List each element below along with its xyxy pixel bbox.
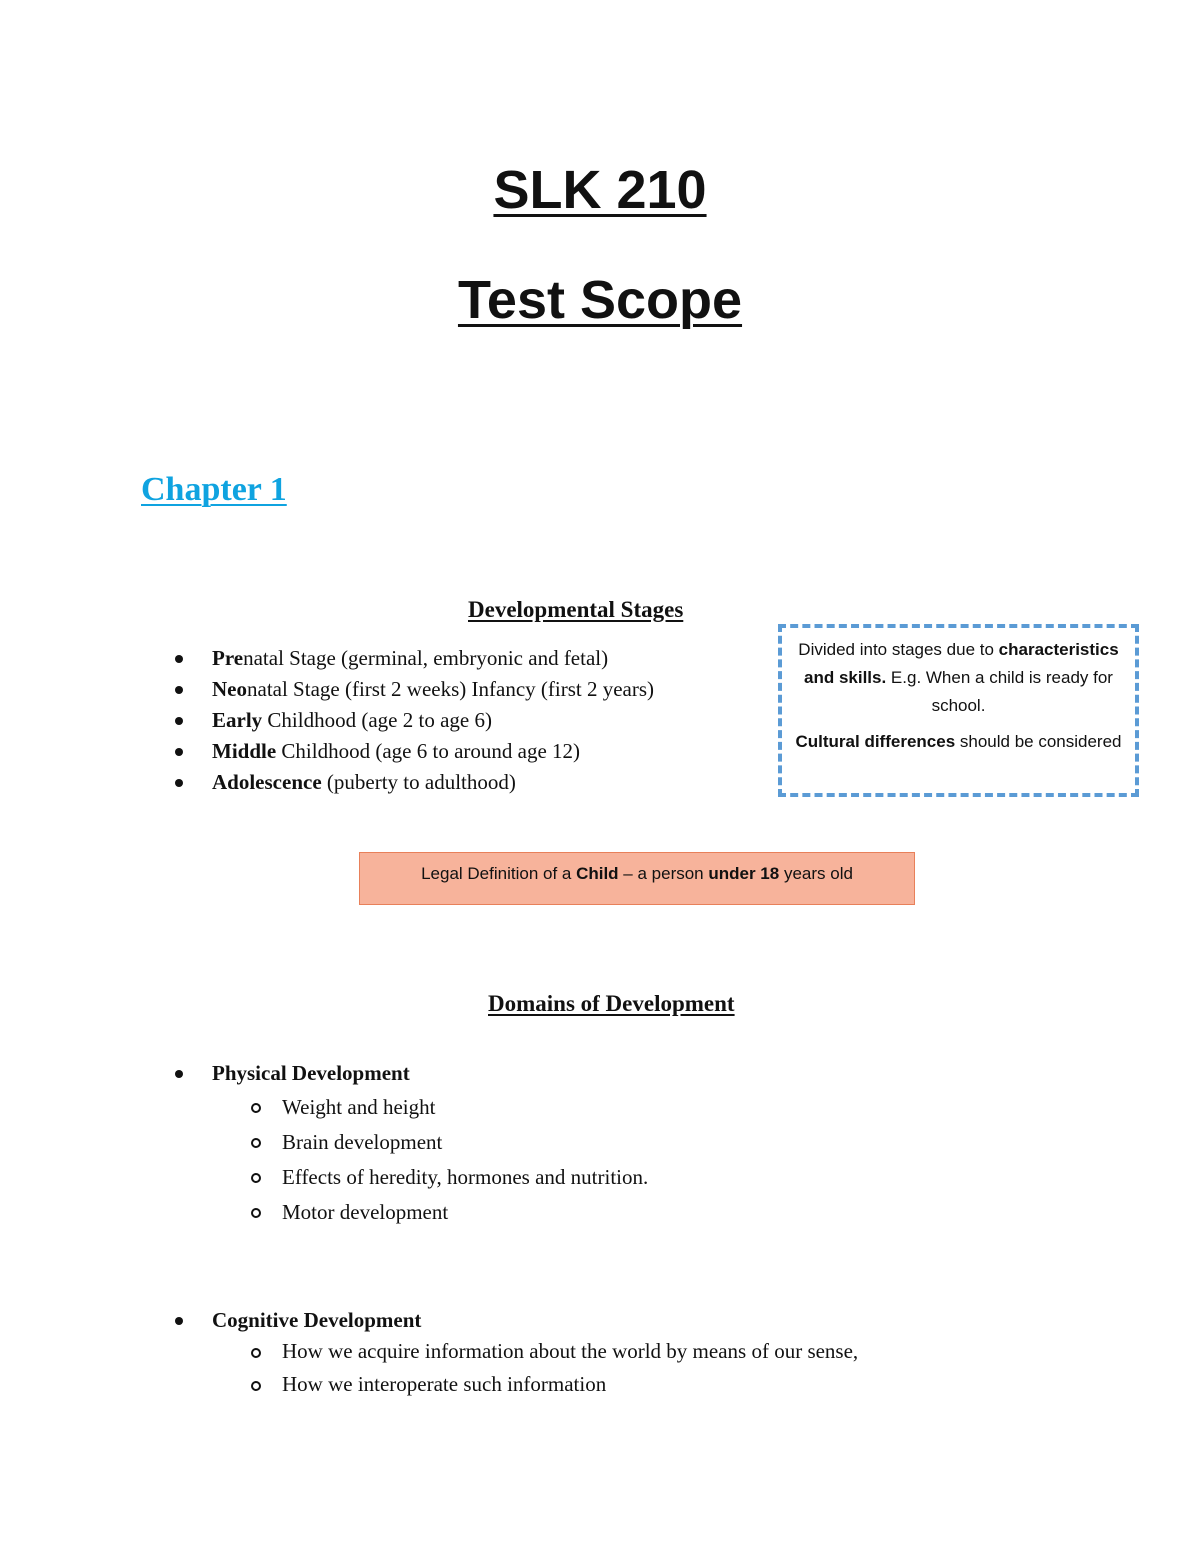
stage-bold: Middle: [212, 739, 277, 763]
note-text: Divided into stages due to: [798, 640, 999, 659]
hollow-bullet-icon: [251, 1381, 261, 1391]
hollow-bullet-icon: [251, 1103, 261, 1113]
legal-text: years old: [779, 864, 853, 883]
bullet-icon: [175, 779, 183, 787]
domain-title-text: Physical Development: [212, 1061, 410, 1085]
list-item-text: Motor development: [282, 1200, 449, 1224]
list-item-text: How we acquire information about the world by means of our sense,: [282, 1339, 859, 1363]
hollow-bullet-icon: [251, 1208, 261, 1218]
legal-definition-box: [359, 852, 915, 905]
chapter-heading: Chapter 1: [141, 471, 287, 508]
list-item: [175, 767, 654, 798]
physical-development-title: [175, 1058, 648, 1088]
bullet-icon: [175, 717, 183, 725]
hollow-bullet-icon: [251, 1348, 261, 1358]
stage-text: natal Stage (germinal, embryonic and fetal): [243, 646, 609, 670]
physical-development-section: [175, 1058, 648, 1230]
hollow-bullet-icon: [251, 1138, 261, 1148]
domain-title-text: Cognitive Development: [212, 1308, 422, 1332]
domains-heading: Domains of Development: [488, 991, 735, 1016]
course-code-title: [0, 160, 1200, 220]
list-item: [175, 674, 654, 705]
stages-note-paragraph-1: [782, 636, 1135, 720]
list-item: [175, 1195, 648, 1230]
list-item: [175, 1160, 648, 1195]
stage-bold: Neo: [212, 677, 247, 701]
note-text: E.g. When a child is ready for school.: [886, 668, 1113, 715]
list-item: [175, 1335, 858, 1368]
list-item: [175, 736, 654, 767]
note-bold: characteristics and skills.: [804, 640, 1119, 687]
list-item: [175, 643, 654, 674]
bullet-icon: [175, 1317, 183, 1325]
legal-bold: under 18: [708, 864, 780, 883]
list-item: [175, 1125, 648, 1160]
stage-bold: Adolescence: [212, 770, 322, 794]
note-bold: Cultural differences: [795, 732, 956, 751]
test-scope-title: [0, 270, 1200, 330]
list-item-text: Effects of heredity, hormones and nutrition.: [282, 1165, 649, 1189]
stage-text: natal Stage (first 2 weeks) Infancy (first 2 years): [247, 677, 655, 701]
test-scope-text: Test Scope: [457, 270, 743, 330]
stages-note-callout: [778, 624, 1139, 797]
physical-development-list: [175, 1090, 648, 1230]
hollow-bullet-icon: [251, 1173, 261, 1183]
bullet-icon: [175, 686, 183, 694]
stage-bold: Early: [212, 708, 263, 732]
list-item: [175, 1090, 648, 1125]
legal-text: – a person: [618, 864, 709, 883]
developmental-stages-list: [175, 643, 654, 798]
cognitive-development-section: [175, 1305, 858, 1401]
stages-note-paragraph-2: [782, 728, 1135, 756]
stage-text: Childhood (age 2 to age 6): [262, 708, 492, 732]
cognitive-development-title: [175, 1305, 858, 1335]
cognitive-development-list: [175, 1335, 858, 1401]
developmental-stages-heading: Developmental Stages: [468, 597, 684, 622]
legal-text: Legal Definition of a: [421, 864, 577, 883]
stage-text: Childhood (age 6 to around age 12): [276, 739, 581, 763]
list-item-text: Weight and height: [282, 1095, 436, 1119]
list-item: [175, 1368, 858, 1401]
list-item: [175, 705, 654, 736]
bullet-icon: [175, 748, 183, 756]
legal-bold: Child: [576, 864, 619, 883]
bullet-icon: [175, 655, 183, 663]
course-code-text: SLK 210: [493, 160, 707, 220]
list-item-text: How we interoperate such information: [282, 1372, 607, 1396]
stage-text: (puberty to adulthood): [321, 770, 516, 794]
stage-bold: Pre: [212, 646, 244, 670]
bullet-icon: [175, 1070, 183, 1078]
note-text: should be considered: [955, 732, 1122, 751]
list-item-text: Brain development: [282, 1130, 443, 1154]
